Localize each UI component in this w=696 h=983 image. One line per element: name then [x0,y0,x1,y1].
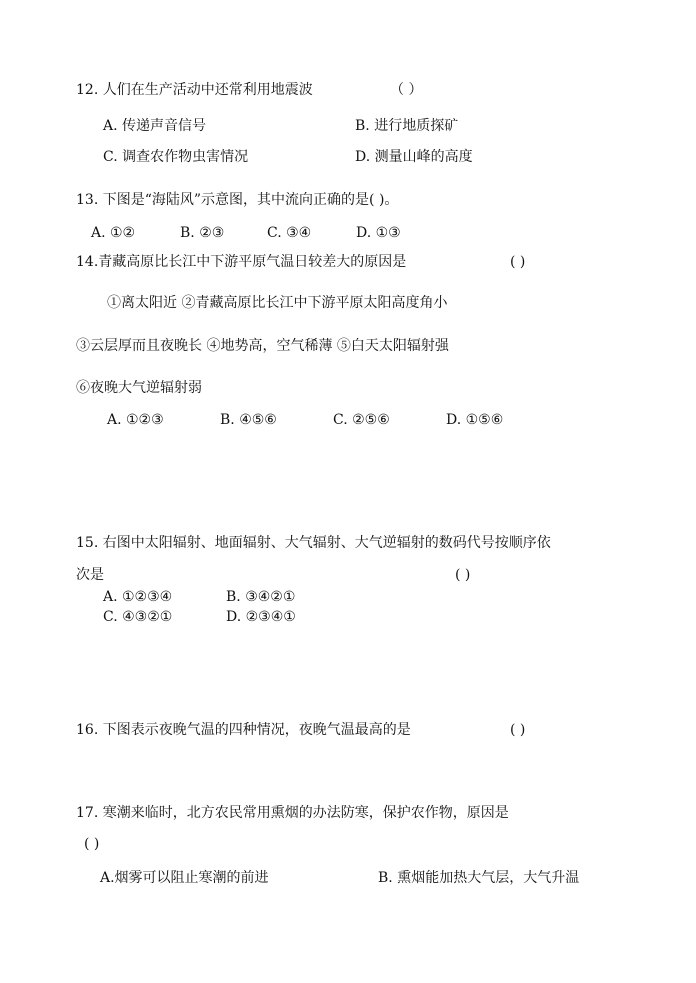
q17-stem: 17. 寒潮来临时，北方农民常用熏烟的办法防寒，保护农作物，原因是 [76,805,509,821]
q13-option-a: A. ①② [91,225,136,241]
q13-option-c: C. ③④ [267,225,312,241]
q12-option-c: C. 调查农作物虫害情况 [103,149,249,165]
q14-statement-6: ⑥夜晚大气逆辐射弱 [76,380,202,396]
q12-option-b: B. 进行地质探矿 [355,118,459,134]
q16-stem: 16. 下图表示夜晚气温的四种情况，夜晚气温最高的是 [76,722,411,738]
q17-option-a: A.烟雾可以阻止寒潮的前进 [100,870,269,886]
q14-stem: 14.青藏高原比长江中下游平原气温日较差大的原因是 [76,254,407,270]
q15-option-c: C. ④③②① [103,609,173,625]
q15-answer-paren: ( ) [455,567,471,583]
q14-option-d: D. ①⑤⑥ [446,412,504,428]
q14-answer-paren: ( ) [510,254,526,270]
q13-stem: 13. 下图是“海陆风”示意图，其中流向正确的是( )。 [76,192,399,208]
q16-answer-paren: ( ) [510,722,526,738]
q17-option-b: B. 熏烟能加热大气层，大气升温 [378,870,580,886]
q14-statements-3-4-5: ③云层厚而且夜晚长 ④地势高，空气稀薄 ⑤白天太阳辐射强 [76,338,449,354]
q17-answer-paren: ( ) [84,836,100,852]
q15-option-d: D. ②③④① [226,609,296,625]
q12-stem: 12. 人们在生产活动中还常利用地震波 [76,82,313,98]
q15-stem-line1: 15. 右图中太阳辐射、地面辐射、大气辐射、大气逆辐射的数码代号按顺序依 [76,535,551,551]
q14-option-c: C. ②⑤⑥ [333,412,390,428]
q13-option-b: B. ②③ [180,225,225,241]
q15-stem-line2: 次是 [76,567,104,583]
q15-option-b: B. ③④②① [226,589,296,605]
q15-option-a: A. ①②③④ [103,589,173,605]
q12-option-a: A. 传递声音信号 [103,118,207,134]
q14-option-a: A. ①②③ [107,412,164,428]
q12-option-d: D. 测量山峰的高度 [355,149,473,165]
q14-option-b: B. ④⑤⑥ [220,412,277,428]
q13-option-d: D. ①③ [356,225,401,241]
q12-answer-paren: （ ） [390,82,423,98]
q14-statements-1-2: ①离太阳近 ②青藏高原比长江中下游平原太阳高度角小 [107,295,448,311]
